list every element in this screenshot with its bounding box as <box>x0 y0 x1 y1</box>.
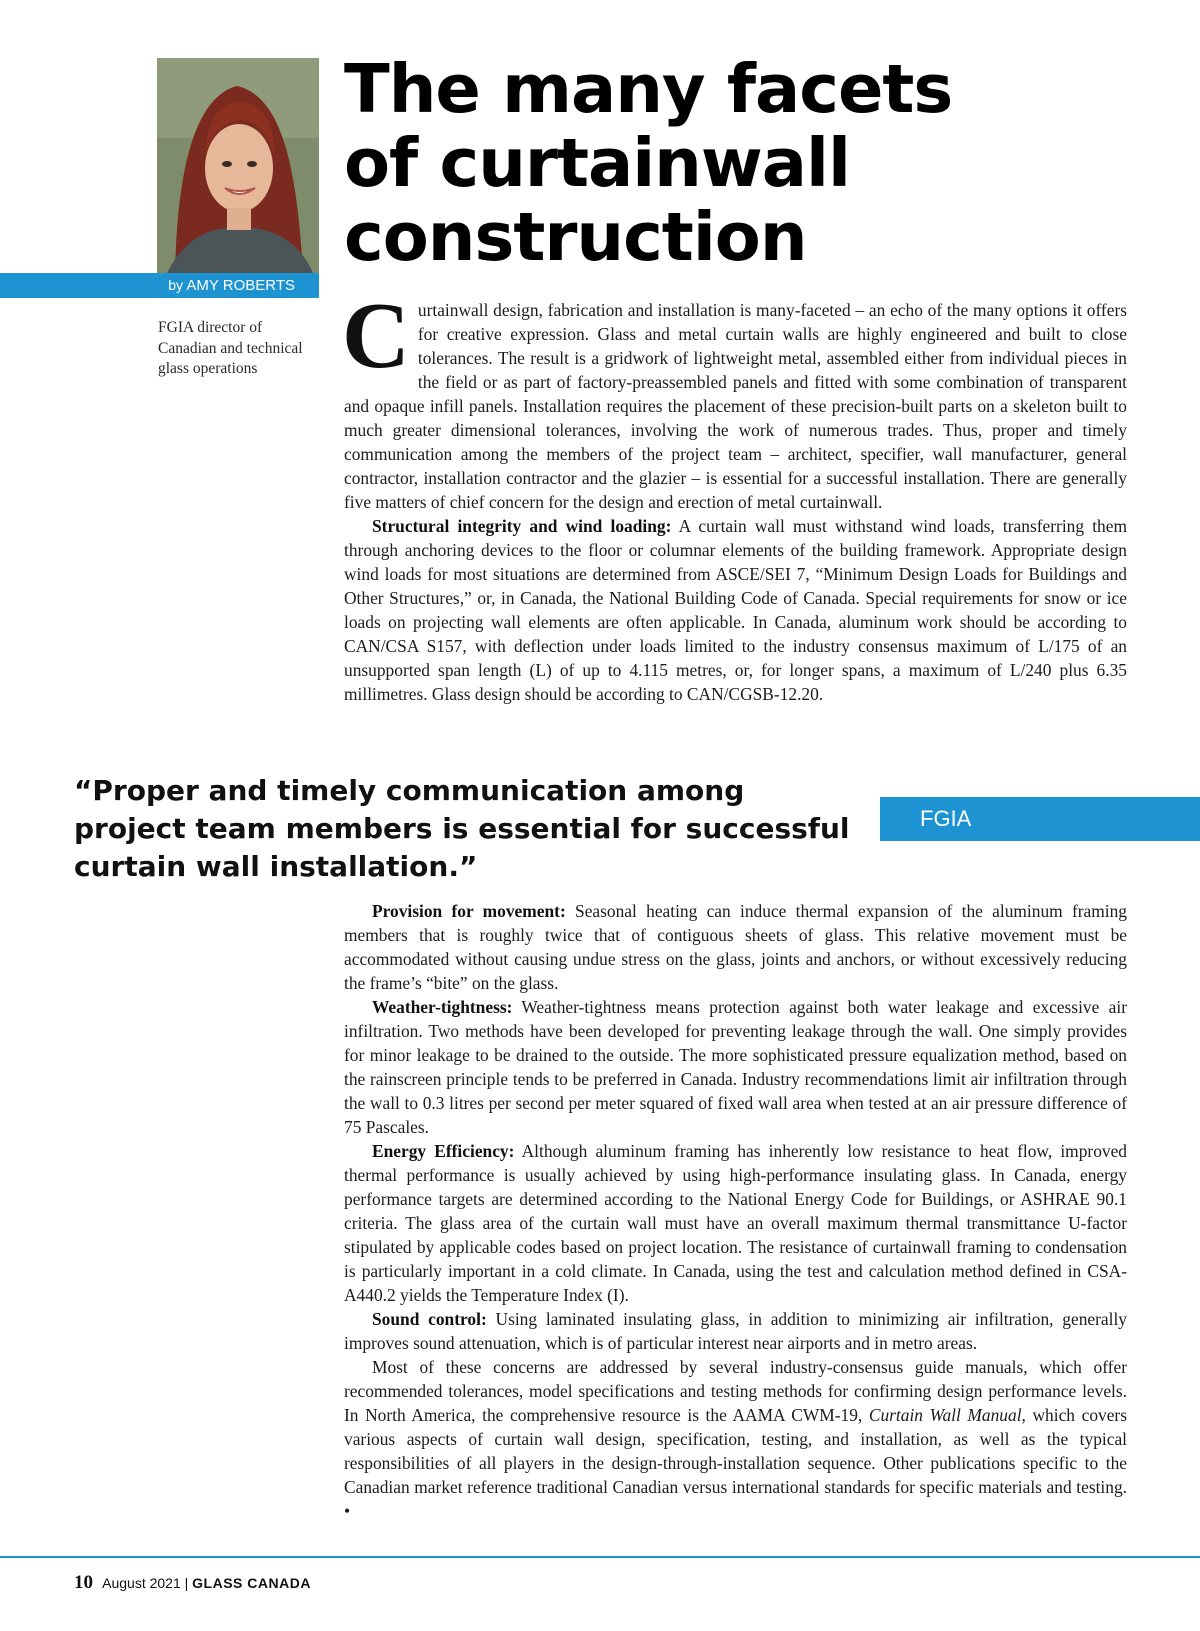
energy-paragraph <box>344 1139 1127 1307</box>
structural-heading: Structural integrity and wind loading: <box>372 516 672 536</box>
magazine-name: GLASS CANADA <box>192 1575 311 1591</box>
page-number: 10 <box>74 1572 93 1593</box>
headline-line-1: The many facets <box>344 50 953 128</box>
structural-paragraph <box>344 514 1127 706</box>
pull-quote: “Proper and timely communication among project team members is essential for successful curtain wall installation.” <box>74 774 850 883</box>
page-footer <box>74 1572 311 1594</box>
weather-text: Weather-tightness means protection against both water leakage and excessive air infiltration. Two methods have been developed for preventing leakage through the wall. One simply provides for minor leakage to be drained to the outside. The more sophisticated pressure equalization method, based on the rainscreen principle tends to be preferred in Canada. Industry recommendations limit air infiltration through the wall to 0.3 litres per second per meter squared of fixed wall area when tested at an air pressure difference of 75 Pascales. <box>344 997 1127 1137</box>
intro-text: urtainwall design, fabrication and installation is many-faceted – an echo of the many options it offers for creative expression. Glass and metal curtain walls are highly engineered and built to close tolerances. The result is a gridwork of lightweight metal, assembled either from individual pieces in the field or as part of factory-preassembled panels and fitted with some combination of transparent and opaque infill panels. Installation requires the placement of these precision-built parts on a skeleton built to much greater dimensional tolerances, involving the work of numerous trades. Thus, proper and timely communication among the members of the project team – architect, specifier, wall manufacturer, general contractor, installation contractor and the glazier – is essential for a successful installation. There are generally five matters of chief concern for the design and erection of metal curtainwall. <box>344 300 1127 512</box>
sound-text: Using laminated insulating glass, in addition to minimizing air infiltration, generally improves sound attenuation, which is of particular interest near airports and in metro areas. <box>344 1309 1127 1353</box>
sound-paragraph <box>344 1307 1127 1355</box>
drop-cap: C <box>342 284 410 388</box>
article-headline <box>344 52 1174 274</box>
weather-heading: Weather-tightness: <box>372 997 513 1017</box>
energy-heading: Energy Efficiency: <box>372 1141 515 1161</box>
footer-separator: | <box>184 1575 189 1591</box>
org-label: FGIA <box>880 797 1200 841</box>
intro-paragraph <box>342 284 1127 514</box>
energy-text: Although aluminum framing has inherently low resistance to heat flow, improved thermal performance is usually achieved by using high-performance insulating glass. In Canada, energy performance targets are determined according to the National Energy Code for Buildings, or ASHRAE 90.1 criteria. The glass area of the curtain wall must have an overall maximum thermal transmittance U-factor stipulated by applicable codes based on project location. The resistance of curtainwall framing to condensation is particularly important in a cold climate. In Canada, using the test and calculation method defined in CSA-A440.2 yields the Temperature Index (I). <box>344 1141 1127 1305</box>
sound-heading: Sound control: <box>372 1309 487 1329</box>
issue-date: August 2021 <box>102 1575 181 1591</box>
movement-text: Seasonal heating can induce thermal expansion of the aluminum framing members that is roughly twice that of contiguous sheets of glass. This relative movement must be accommodated without causing undue stress on the glass, joints and anchors, or without excessively reducing the frame’s “bite” on the glass. <box>344 901 1127 993</box>
article-body-bottom <box>344 899 1127 1523</box>
author-byline <box>0 273 319 298</box>
weather-paragraph <box>344 995 1127 1139</box>
movement-heading: Provision for movement: <box>372 901 566 921</box>
manual-title: Curtain Wall Manual <box>868 1405 1022 1425</box>
structural-text: A curtain wall must withstand wind loads, transferring them through anchoring devices to the floor or columnar elements of the building framework. Appropriate design wind loads for most situations are determined from ASCE/SEI 7, “Minimum Design Loads for Buildings and Other Structures,” or, in Canada, the National Building Code of Canada. Special requirements for snow or ice loads on projecting wall elements are often applicable. In Canada, aluminum work should be according to CAN/CSA S157, with deflection under loads limited to the industry consensus maximum of L/175 of an unsupported span length (L) of up to 4.115 metres, or, for longer spans, a maximum of L/240 plus 6.35 millimetres. Glass design should be according to CAN/CGSB-12.20. <box>344 516 1128 704</box>
headline-line-3: construction <box>344 198 807 276</box>
author-name: AMY ROBERTS <box>186 277 295 294</box>
movement-paragraph <box>344 899 1127 995</box>
author-photo <box>157 58 319 273</box>
footer-divider <box>0 1556 1200 1558</box>
article-body-top <box>342 284 1128 706</box>
closing-text-2: , which covers various aspects of curtain wall design, specification, testing, and installation, as well as the typical responsibilities of all players in the design-through-installation sequence. Other publications specific to the Canadian market reference traditional Canadian versus international standards for specific materials and testing. • <box>344 1405 1127 1521</box>
headline-line-2: of curtainwall <box>344 124 850 202</box>
byline-prefix: by <box>168 277 184 293</box>
closing-text-1: Most of these concerns are addressed by several industry-consensus guide manuals, which offer recommended tolerances, model specifications and testing methods for confirming design performance levels. In North America, the comprehensive resource is the AAMA CWM-19, <box>344 1357 1127 1425</box>
closing-paragraph <box>344 1355 1127 1523</box>
author-role: FGIA director of Canadian and technical glass operations <box>158 319 303 377</box>
